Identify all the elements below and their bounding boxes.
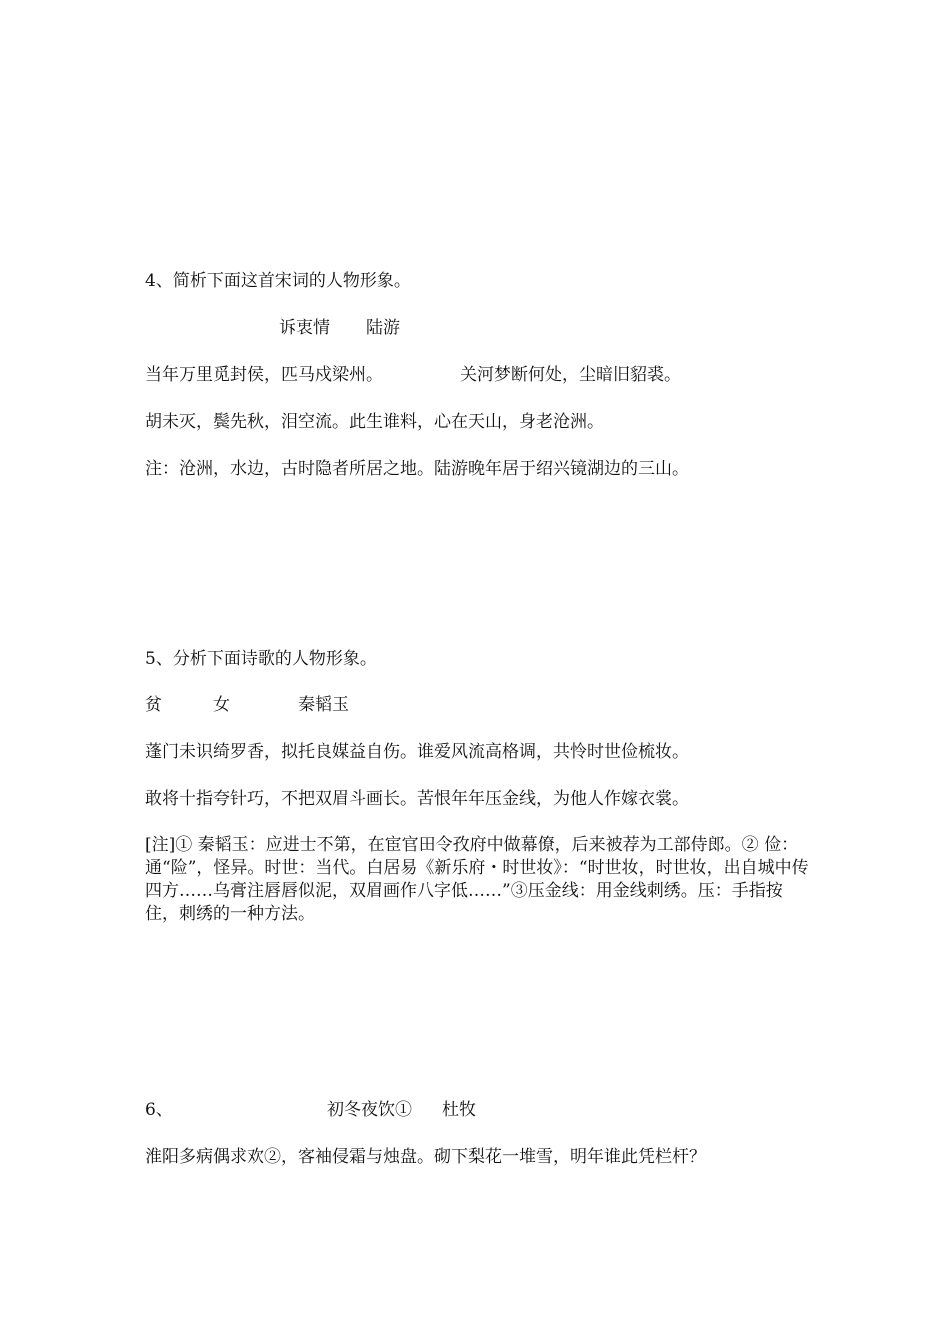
q4-poem-title: 诉衷情 — [279, 318, 330, 338]
q6-number: 6、 — [145, 1100, 173, 1120]
q5-poem-title-char-1: 贫 — [145, 695, 162, 715]
q5-prompt: 5、分析下面诗歌的人物形象。 — [145, 649, 377, 669]
q4-note: 注：沧洲，水边，古时隐者所居之地。陆游晚年居于绍兴镜湖边的三山。 — [145, 459, 689, 479]
q5-note: [注]① 秦韬玉：应进士不第，在宦官田令孜府中做幕僚，后来被荐为工部侍郎。② 俭：通“险”，怪异。时世：当代。白居易《新乐府・时世妆》：“时世妆，时世妆，出自城中传四方……乌膏注唇唇似泥，双眉画作八字低……”③压金线：用金线刺绣。压：手指按住，刺绣的一种方法。 — [145, 835, 809, 924]
q5-poem-line-2: 敢将十指夸针巧，不把双眉斗画长。苦恨年年压金线，为他人作嫁衣裳。 — [145, 789, 689, 809]
q5-poem-author: 秦韬玉 — [298, 695, 349, 715]
q4-poem-line-2: 胡未灭，鬓先秋，泪空流。此生谁料，心在天山，身老沧洲。 — [145, 412, 604, 432]
q6-poem-line-1: 淮阳多病偶求欢②，客袖侵霜与烛盘。砌下梨花一堆雪，明年谁此凭栏杆？ — [145, 1147, 706, 1167]
q5-poem-line-1: 蓬门未识绮罗香，拟托良媒益自伤。谁爱风流高格调，共怜时世俭梳妆。 — [145, 742, 689, 762]
q4-poem-line-1b: 关河梦断何处，尘暗旧貂裘。 — [460, 365, 681, 385]
q5-poem-title-char-2: 女 — [213, 695, 230, 715]
q6-poem-title: 初冬夜饮① — [327, 1100, 412, 1120]
q6-poem-author: 杜牧 — [442, 1100, 476, 1120]
q4-poem-author: 陆游 — [366, 318, 400, 338]
q4-prompt: 4、简析下面这首宋词的人物形象。 — [145, 271, 411, 291]
q4-poem-line-1a: 当年万里觅封侯，匹马戍梁州。 — [145, 365, 383, 385]
